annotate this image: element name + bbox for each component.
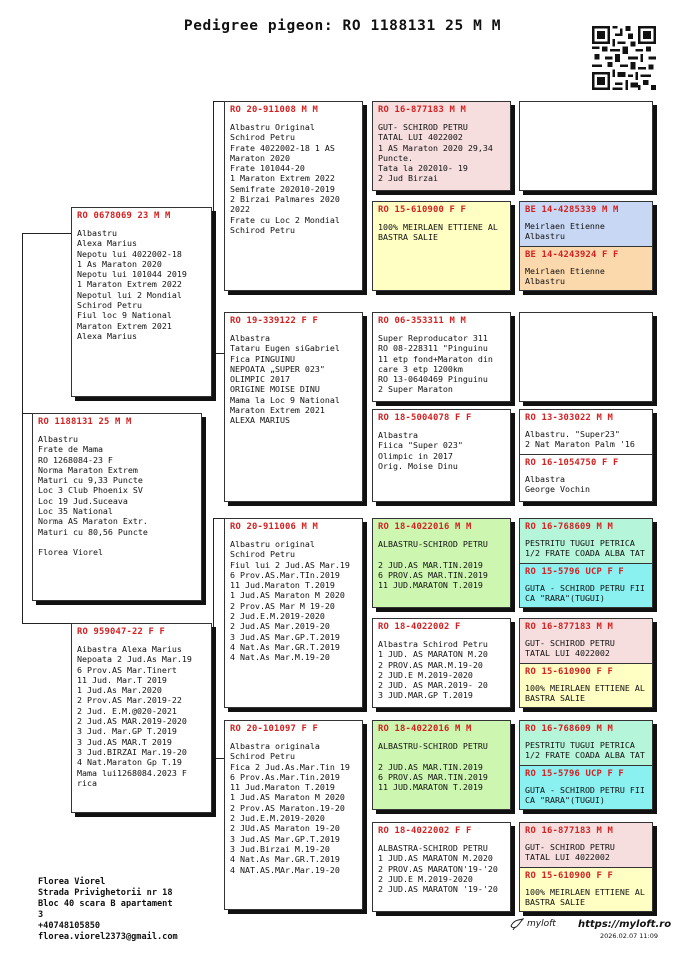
sire-dam-card[interactable] bbox=[224, 312, 363, 502]
dds-card[interactable] bbox=[372, 720, 511, 810]
owner-email[interactable]: florea.viorel2373@gmail.com bbox=[38, 932, 178, 942]
pigeon-info: Albastru Frate de Mama RO 1268084-23 F Norma Maraton Extrem Maturi cu 9,33 Puncte Loc 3 Club Phoenix SV Loc 19 Jud.Suceava Loc 35 National Norma AS Maraton Extr. Maturi cu 80,56 Puncte Florea Viorel bbox=[38, 434, 148, 558]
print-timestamp: 2026.02.07 11:09 bbox=[600, 932, 659, 940]
dam-sire-info: Albastru original Schirod Petru Fiul lui 2 Jud.AS Mar.19 6 Prov.AS.Mar.TIn.2019 11 Jud.Maraton T.2019 1 Jud.AS Maraton M 2020 2 Prov.AS Mar M 19-20 2 Jud.E.M.2019-2020 2 Jud.AS Mar.2019-20 3 Jud.AS Mar.GP.T.2019 4 Nat.As Mar.GR.T.2019 4 Nat.As Mar.M.19-20 bbox=[230, 539, 350, 663]
sss-ring: RO 16-877183 M M bbox=[378, 105, 466, 115]
g5-dds-card[interactable] bbox=[519, 720, 653, 810]
g5-dsss-info: PESTRITU TUGUI PETRICA 1/2 FRATE COADA ALBA TAT bbox=[525, 538, 645, 559]
sire-sire-info: Albastru Original Schirod Petru Frate 4022002-18 1 AS Maraton 2020 Frate 101044-20 1 Maraton Extrem 2022 Semifrate 202010-2019 2 Birzai Palmares 2020 2022 Frate cu Loc 2 Mondial Schirod Petru bbox=[230, 122, 340, 235]
g5-dssd-info: GUTA - SCHIROD PETRU FII CA "RARA"(TUGUI) bbox=[525, 583, 645, 604]
sire-ring: RO 0678069 23 M M bbox=[77, 211, 171, 221]
g5-ddsd-ring: RO 15-5796 UCP F F bbox=[525, 769, 624, 779]
bird-icon bbox=[510, 918, 524, 930]
ssd-ring: RO 15-610900 F F bbox=[378, 205, 466, 215]
ddd-ring: RO 18-4022002 F F bbox=[378, 826, 472, 836]
dds-ring: RO 18-4022016 M M bbox=[378, 724, 472, 734]
g5-dsss-ring: RO 16-768609 M M bbox=[525, 522, 613, 532]
owner-name: Florea Viorel bbox=[38, 877, 106, 887]
dam-dam-card[interactable] bbox=[224, 720, 363, 910]
ddd-card[interactable] bbox=[372, 822, 511, 912]
sire-card[interactable] bbox=[71, 207, 212, 397]
owner-phone: +40748105850 bbox=[38, 921, 101, 931]
g5-dddd-info: 100% MEIRLAEN ETTIENE AL BASTRA SALIE bbox=[525, 887, 645, 908]
g5-sdds-ring: RO 13-303022 M M bbox=[525, 413, 613, 423]
g5-ssd-card[interactable] bbox=[519, 201, 653, 291]
sire-sire-ring: RO 20-911008 M M bbox=[230, 105, 318, 115]
g5-ssds-ring: BE 14-4285339 M M bbox=[525, 205, 619, 215]
sds-card[interactable] bbox=[372, 312, 511, 402]
ssd-info: 100% MEIRLAEN ETTIENE AL BASTRA SALIE bbox=[378, 222, 498, 243]
g5-ddds-info: GUT- SCHIROD PETRU TATAL LUI 4022002 bbox=[525, 842, 615, 863]
sds-info: Super Reproducator 311 RO 08-228311 "Pinguinu 11 etp fond+Maraton din care 3 etp 1200km RO 13-0640469 Pinguinu 2 Super Maraton bbox=[378, 333, 493, 395]
g5-sddd-info: Albastra George Vochin bbox=[525, 474, 590, 495]
sire-sire-card[interactable] bbox=[224, 101, 363, 291]
sdd-info: Albastra Fiica "Super 023" Olimpic in 2017 Orig. Moise Dinu bbox=[378, 430, 463, 471]
sire-dam-info: Albastra Tataru Eugen siGabriel Fica PINGUINU NEPOATA „SUPER 023" OLIMPIC 2017 ORIGINE MOISE DINU Mama la Loc 9 National Maraton Extrem 2021 ALEXA MARIUS bbox=[230, 333, 340, 426]
dam-card[interactable] bbox=[71, 623, 212, 813]
g5-ssds-info: Meirlaen Etienne Albastru bbox=[525, 221, 605, 242]
page-title: Pedigree pigeon: RO 1188131 25 M M bbox=[183, 18, 502, 34]
site-link[interactable]: https://myloft.ro bbox=[578, 919, 672, 930]
g5-sss-empty-card[interactable] bbox=[519, 101, 653, 191]
g5-ssdd-ring: BE 14-4243924 F F bbox=[525, 250, 619, 260]
dam-info: Aibastra Alexa Marius Nepoata 2 Jud.As Mar.19 6 Prov.AS Mar.Tinert 11 Jud. Mar.T 2019 1 Jud.As Mar.2020 2 Prov.AS Mar.2019-22 2 Jud. E.M.@020-2021 2 Jud.AS MAR.2019-2020 3 Jud. Mar.GP T.2019 3 Jud.AS MAR.T 2019 3 Jud.BIRZAI Mar.19-20 4 Nat.Maraton Gp T.19 Mama lui1268084.2023 F rica bbox=[77, 644, 192, 788]
owner-apartment: 3 bbox=[38, 910, 44, 920]
g5-dsds-ring: RO 16-877183 M M bbox=[525, 622, 613, 632]
g5-sddd-ring: RO 16-1054750 F F bbox=[525, 458, 619, 468]
g5-dssd-ring: RO 15-5796 UCP F F bbox=[525, 567, 624, 577]
dds-info: ALBASTRU-SCHIROD PETRU 2 JUD.AS MAR.TIN.2019 6 PROV.AS MAR.TIN.2019 11 JUD.MARATON T.2019 bbox=[378, 741, 488, 793]
sdd-ring: RO 18-5004078 F F bbox=[378, 413, 472, 423]
sss-card[interactable] bbox=[372, 101, 511, 191]
dss-info: ALBASTRU-SCHIROD PETRU 2 JUD.AS MAR.TIN.2019 6 PROV.AS MAR.TIN.2019 11 JUD.MARATON T.2019 bbox=[378, 539, 488, 591]
g5-ssdd-info: Meirlaen Etienne Albastru bbox=[525, 266, 605, 287]
g5-dsdd-ring: RO 15-610900 F F bbox=[525, 667, 613, 677]
g5-sdd-card[interactable] bbox=[519, 409, 653, 502]
g5-ddss-info: PESTRITU TUGUI PETRICA 1/2 FRATE COADA ALBA TAT bbox=[525, 740, 645, 761]
g5-ddds-ring: RO 16-877183 M M bbox=[525, 826, 613, 836]
ddd-info: ALBASTRA-SCHIROD PETRU 1 JUD.AS MARATON M.2020 2 PROV.AS MARATON'19-'20 2 JUD.E M.2019-2020 2 JUD.AS MARATON '19-'20 bbox=[378, 843, 498, 895]
g5-sdds-info: Albastru. "Super23" 2 Nat Maraton Palm '16 bbox=[525, 429, 635, 450]
owner-block: Bloc 40 scara B apartament bbox=[38, 899, 173, 909]
dam-ring: RO 959047-22 F F bbox=[77, 627, 165, 637]
g5-dsd-card[interactable] bbox=[519, 618, 653, 708]
dsd-info: Albastra Schirod Petru 1 JUD. AS MARATON M.20 2 PROV.AS MAR.M.19-20 2 JUD.E M.2019-2020 2 JUD. AS MAR.2019- 20 3 JUD.MAR.GP T.2019 bbox=[378, 639, 488, 701]
ssd-card[interactable] bbox=[372, 201, 511, 291]
pigeon-card[interactable] bbox=[32, 413, 202, 601]
dss-ring: RO 18-4022016 M M bbox=[378, 522, 472, 532]
g5-dsdd-info: 100% MEIRLAEN ETTIENE AL BASTRA SALIE bbox=[525, 683, 645, 704]
dam-sire-ring: RO 20-911006 M M bbox=[230, 522, 318, 532]
g5-ddss-ring: RO 16-768609 M M bbox=[525, 724, 613, 734]
g5-dddd-ring: RO 15-610900 F F bbox=[525, 871, 613, 881]
g5-ddd-card[interactable] bbox=[519, 822, 653, 912]
qr-code-icon bbox=[592, 26, 656, 90]
dsd-card[interactable] bbox=[372, 618, 511, 708]
g5-sds-empty-card[interactable] bbox=[519, 312, 653, 402]
pigeon-ring: RO 1188131 25 M M bbox=[38, 417, 132, 427]
g5-dss-card[interactable] bbox=[519, 518, 653, 608]
owner-street: Strada Privighetorii nr 18 bbox=[38, 888, 173, 898]
g5-ddsd-info: GUTA - SCHIROD PETRU FII CA "RARA"(TUGUI) bbox=[525, 785, 645, 806]
sdd-card[interactable] bbox=[372, 409, 511, 502]
sds-ring: RO 06-353311 M M bbox=[378, 316, 466, 326]
dss-card[interactable] bbox=[372, 518, 511, 608]
dam-dam-info: Albastra originala Schirod Petru Fica 2 Jud.As.Mar.Tin 19 6 Prov.As.Mar.Tin.2019 11 Jud.Maraton T.2019 1 Jud.AS Maraton M 2020 2 Prov.AS Maraton.19-20 2 Jud.E.M.2019-2020 2 JUd.AS Maraton 19-20 3 Jud.AS Mar.GP.T.2019 3 Jud.Birzai M.19-20 4 Nat.As Mar.GR.T.2019 4 NAT.AS.MAr.Mar.19-20 bbox=[230, 741, 350, 875]
sire-info: Albastru Alexa Marius Nepotu lui 4022002-18 1 As Maraton 2020 Nepotu lui 101044 2019 1 Maraton Extrem 2022 Nepotul lui 2 Mondial Schirod Petru Fiul loc 9 National Maraton Extrem 2021 Alexa Marius bbox=[77, 228, 187, 341]
dsd-ring: RO 18-4022002 F bbox=[378, 622, 461, 632]
sss-info: GUT- SCHIROD PETRU TATAL LUI 4022002 1 AS Maraton 2020 29,34 Puncte. Tata la 202010- 19 2 Jud Birzai bbox=[378, 122, 493, 184]
myloft-logo bbox=[510, 918, 556, 930]
dam-sire-card[interactable] bbox=[224, 518, 363, 708]
logo-text: myloft bbox=[527, 919, 556, 929]
sire-dam-ring: RO 19-339122 F F bbox=[230, 316, 318, 326]
g5-dsds-info: GUT- SCHIROD PETRU TATAL LUI 4022002 bbox=[525, 638, 615, 659]
owner-contact bbox=[38, 877, 178, 943]
dam-dam-ring: RO 20-101097 F F bbox=[230, 724, 318, 734]
